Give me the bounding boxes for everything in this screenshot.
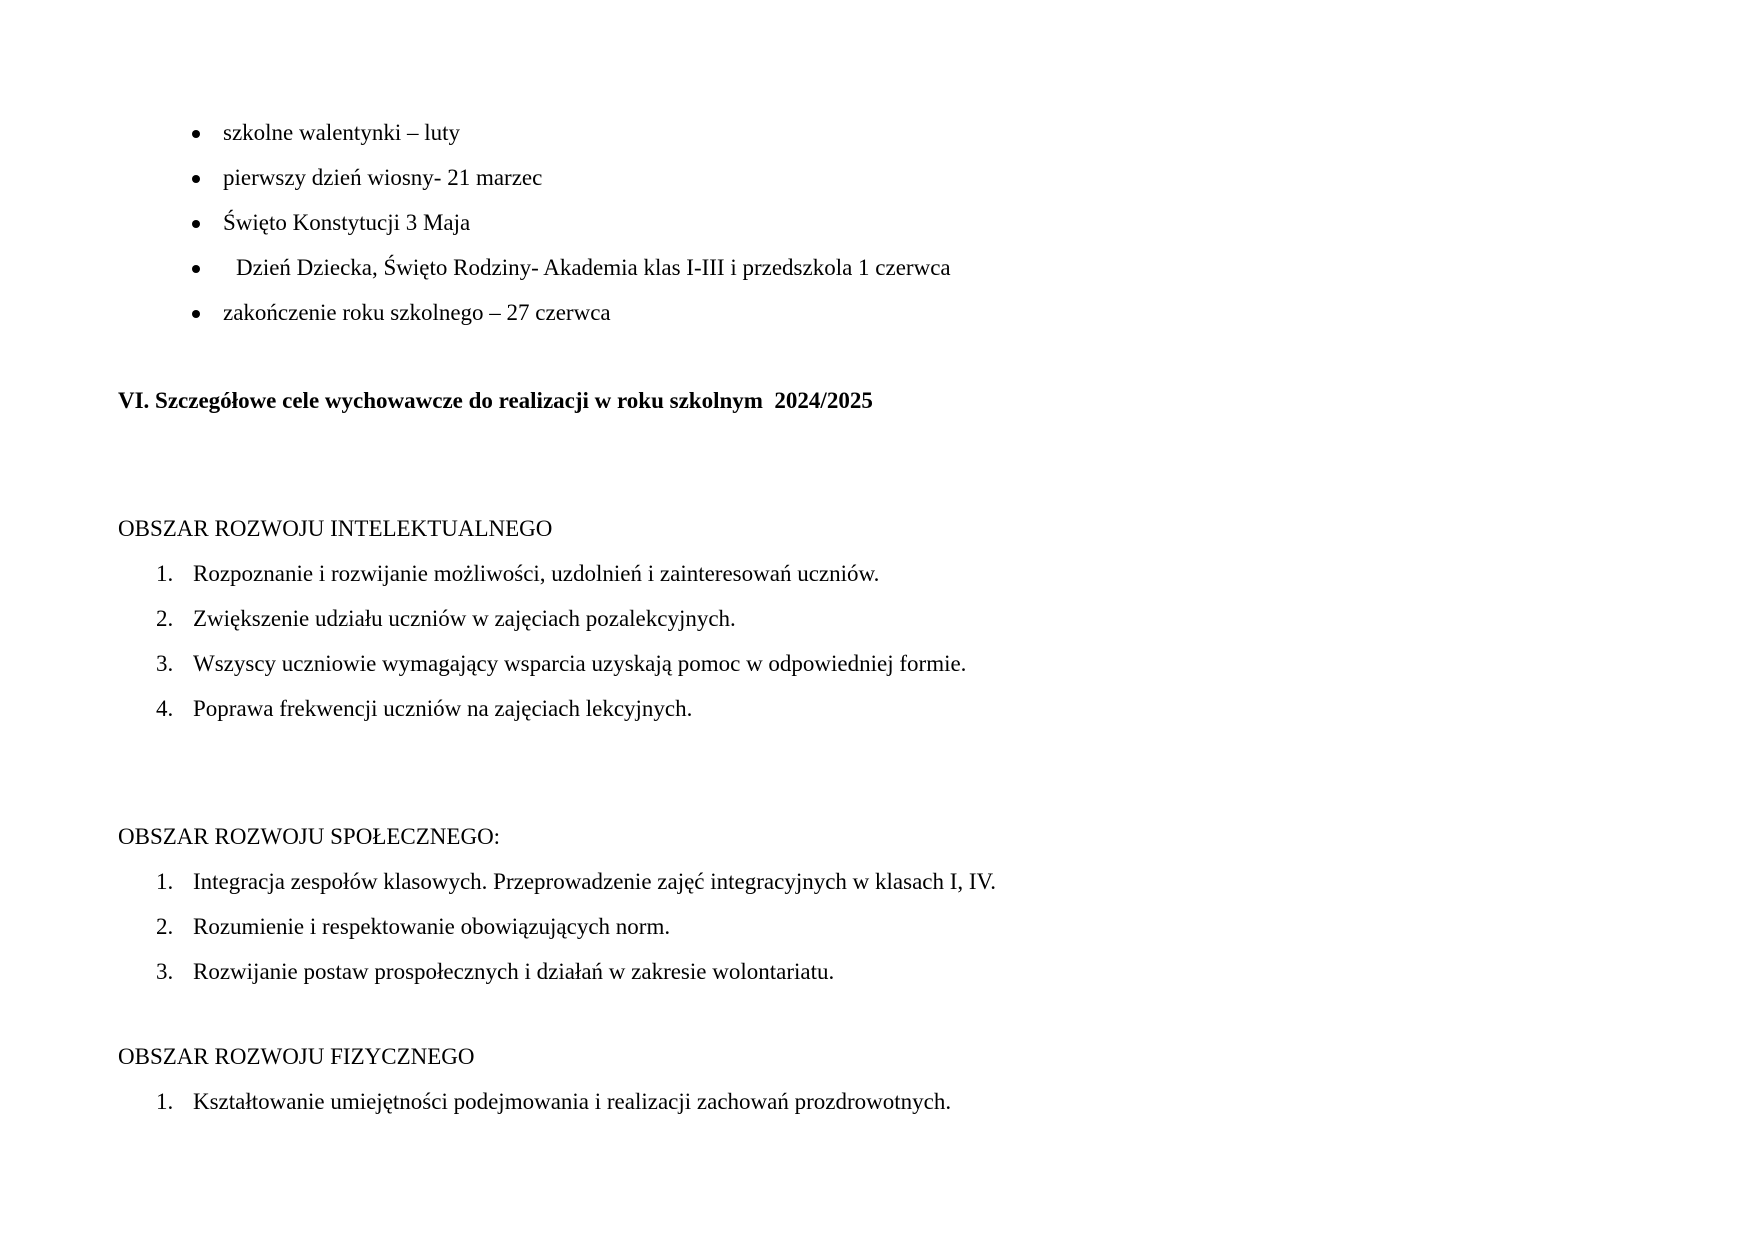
item-text: Rozpoznanie i rozwijanie możliwości, uzdolnień i zainteresowań uczniów.	[193, 561, 880, 586]
item-text: Zwiększenie udziału uczniów w zajęciach pozalekcyjnych.	[193, 606, 736, 631]
bullet-icon	[192, 220, 200, 228]
item-number: 3.	[156, 651, 174, 676]
item-text: Rozumienie i respektowanie obowiązujących norm.	[193, 914, 671, 939]
item-text: Poprawa frekwencji uczniów na zajęciach lekcyjnych.	[193, 696, 693, 721]
area-title-intellectual: OBSZAR ROZWOJU INTELEKTUALNEGO	[118, 516, 553, 541]
list-item	[192, 254, 951, 299]
item-number: 1.	[156, 869, 174, 894]
list-item	[192, 164, 951, 209]
list-item	[192, 119, 951, 164]
list-item-text: Święto Konstytucji 3 Maja	[223, 210, 471, 235]
bullet-icon	[192, 265, 200, 273]
bullet-icon	[192, 175, 200, 183]
bullet-icon	[192, 130, 200, 138]
item-text: Wszyscy uczniowie wymagający wsparcia uzyskają pomoc w odpowiedniej formie.	[193, 651, 967, 676]
events-bullet-list	[192, 119, 951, 344]
bullet-icon	[192, 310, 200, 318]
list-item-text: szkolne walentynki – luty	[223, 120, 460, 145]
item-text: Kształtowanie umiejętności podejmowania i realizacji zachowań prozdrowotnych.	[193, 1089, 952, 1114]
item-number: 2.	[156, 914, 174, 939]
item-text: Integracja zespołów klasowych. Przeprowadzenie zajęć integracyjnych w klasach I, IV.	[193, 869, 996, 894]
section-heading: VI. Szczegółowe cele wychowawcze do realizacji w roku szkolnym 2024/2025	[118, 388, 873, 413]
item-number: 1.	[156, 1089, 174, 1114]
list-item	[192, 209, 951, 254]
item-number: 3.	[156, 959, 174, 984]
list-item-text: zakończenie roku szkolnego – 27 czerwca	[223, 300, 611, 325]
list-item	[192, 299, 951, 344]
list-item-text: pierwszy dzień wiosny- 21 marzec	[223, 165, 543, 190]
item-text: Rozwijanie postaw prospołecznych i działań w zakresie wolontariatu.	[193, 959, 835, 984]
area-title-social: OBSZAR ROZWOJU SPOŁECZNEGO:	[118, 824, 501, 849]
item-number: 1.	[156, 561, 174, 586]
list-item-text: Dzień Dziecka, Święto Rodziny- Akademia klas I-III i przedszkola 1 czerwca	[236, 255, 951, 280]
item-number: 2.	[156, 606, 174, 631]
item-number: 4.	[156, 696, 174, 721]
area-title-physical: OBSZAR ROZWOJU FIZYCZNEGO	[118, 1044, 475, 1069]
